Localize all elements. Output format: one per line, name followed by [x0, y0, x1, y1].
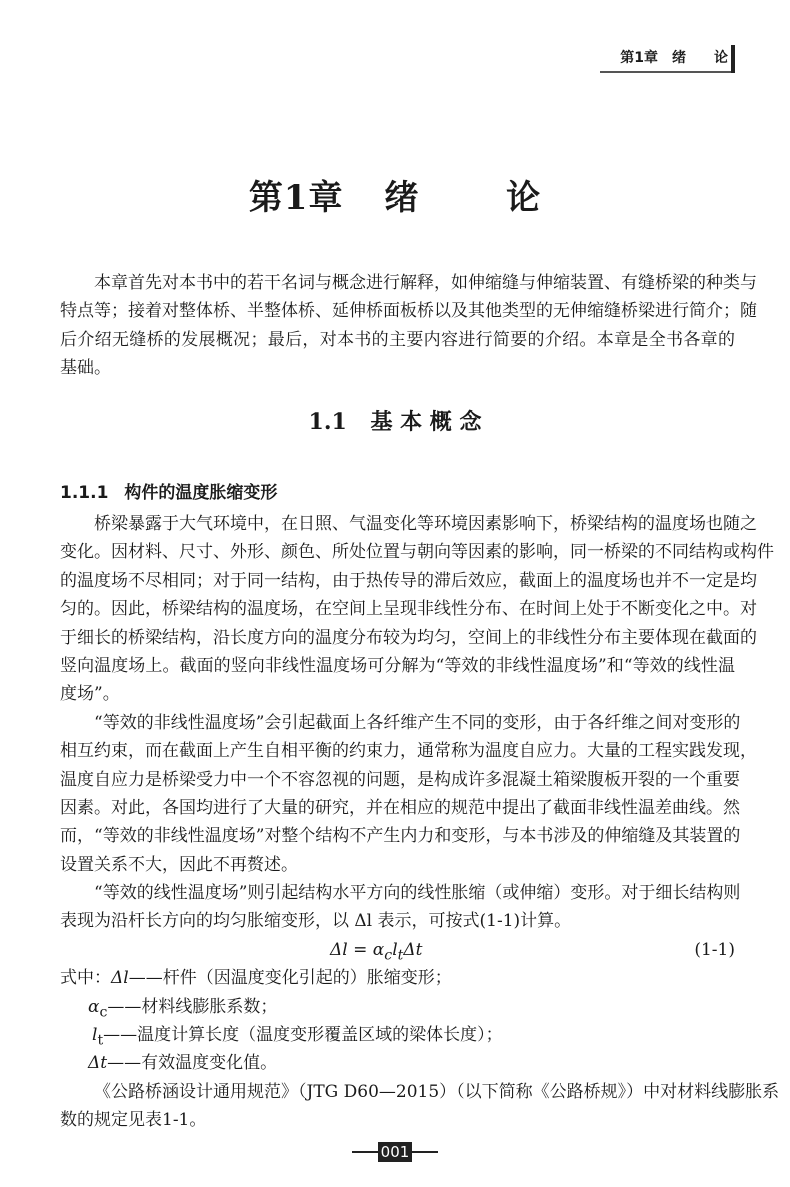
text-line: 竖向温度场上。截面的竖向非线性温度场可分解为“等效的非线性温度场”和“等效的线性温: [60, 655, 735, 676]
subsection-number: 1.1.1: [60, 483, 109, 503]
section-number: 1.1: [308, 409, 347, 435]
running-header: 第1章 绪 论: [600, 46, 735, 73]
formula-1-1: [60, 936, 735, 964]
definition-item: 式中：Δl——杆件（因温度变化引起的）胀缩变形；: [60, 968, 452, 989]
chapter-title: [0, 170, 790, 219]
subsection-title: 构件的温度胀缩变形: [124, 483, 278, 503]
paragraph-3: [60, 879, 741, 936]
text-line: 变化。因材料、尺寸、外形、颜色、所处位置与朝向等因素的影响，同一桥梁的不同结构或构件: [60, 542, 774, 563]
page-number-dash: [352, 1151, 378, 1153]
text-line: 基础。: [60, 358, 111, 379]
body-text: [60, 510, 780, 1135]
text-line: 本章首先对本书中的若干名词与概念进行解释，如伸缩缝与伸缩装置、有缝桥梁的种类与: [94, 273, 757, 293]
definition-item: $\alpha_c——$材料线膨胀系数；: [88, 996, 278, 1021]
chapter-number: 第1章: [248, 178, 344, 218]
text-line: 于细长的桥梁结构，沿长度方向的温度分布较为均匀，空间上的非线性分布主要体现在截面的: [60, 627, 757, 648]
text-line: 而，“等效的非线性温度场”对整个结构不产生内力和变形，与本书涉及的伸缩缝及其装置的: [60, 826, 741, 847]
subsection-heading: [60, 478, 277, 503]
text-line: 特点等；接着对整体桥、半整体桥、延伸桥面板桥以及其他类型的无伸缩缝桥梁进行简介；随: [60, 301, 757, 322]
text-line: 的温度场不尽相同；对于同一结构，由于热传导的滞后效应，截面上的温度场也并不一定是均: [60, 570, 757, 591]
header-bar: [731, 45, 735, 73]
text-line: 设置关系不大，因此不再赘述。: [60, 854, 298, 875]
text-line: 数的规定见表1-1。: [60, 1110, 207, 1131]
page-number-value: 001: [378, 1142, 413, 1162]
text-line: “等效的非线性温度场”会引起截面上各纤维产生不同的变形，由于各纤维之间对变形的: [94, 712, 741, 733]
section-title: 基 本 概 念: [370, 409, 482, 435]
text-line: 度场”。: [60, 684, 120, 705]
text-line: 温度自应力是桥梁受力中一个不容忽视的问题，是构成许多混凝土箱梁腹板开裂的一个重要: [60, 769, 740, 790]
definition-item: $l_t——$温度计算长度（温度变形覆盖区域的梁体长度）；: [92, 1025, 503, 1049]
definition-item: Δt——有效温度变化值。: [88, 1053, 278, 1074]
section-heading: [0, 405, 790, 436]
chapter-name-2: 论: [506, 178, 542, 218]
text-line: 相互约束，而在截面上产生自相平衡的约束力，通常称为温度自应力。大量的工程实践发现，: [60, 741, 757, 762]
text-line: 匀的。因此，桥梁结构的温度场，在空间上呈现非线性分布、在时间上处于不断变化之中。对: [60, 599, 757, 620]
text-line: 桥梁暴露于大气环境中，在日照、气温变化等环境因素影响下，桥梁结构的温度场也随之: [94, 514, 757, 534]
formula-number: (1-1): [694, 939, 735, 960]
text-line: “等效的线性温度场”则引起结构水平方向的线性胀缩（或伸缩）变形。对于细长结构则: [94, 883, 741, 904]
formula-expression: $\Delta l = \alpha_cl_t\Delta t$: [330, 939, 423, 964]
page-number: [0, 1141, 790, 1162]
paragraph-2: [60, 709, 757, 879]
paragraph-4: [60, 1078, 780, 1135]
text-line: 表现为沿杆长方向的均匀胀缩变形，以 Δl 表示，可按式(1-1)计算。: [60, 911, 572, 932]
text-line: 《公路桥涵设计通用规范》（JTG D60—2015）（以下简称《公路桥规》）中对材料线膨胀系: [94, 1081, 780, 1102]
paragraph-1: [60, 510, 774, 709]
chapter-name-1: 绪: [384, 178, 420, 218]
text-line: 后介绍无缝桥的发展概况；最后，对本书的主要内容进行简要的介绍。本章是全书各章的: [60, 329, 735, 350]
intro-paragraph: [60, 269, 757, 383]
page-number-dash: [412, 1151, 438, 1153]
text-line: 因素。对此，各国均进行了大量的研究，并在相应的规范中提出了截面非线性温差曲线。然: [60, 797, 740, 818]
